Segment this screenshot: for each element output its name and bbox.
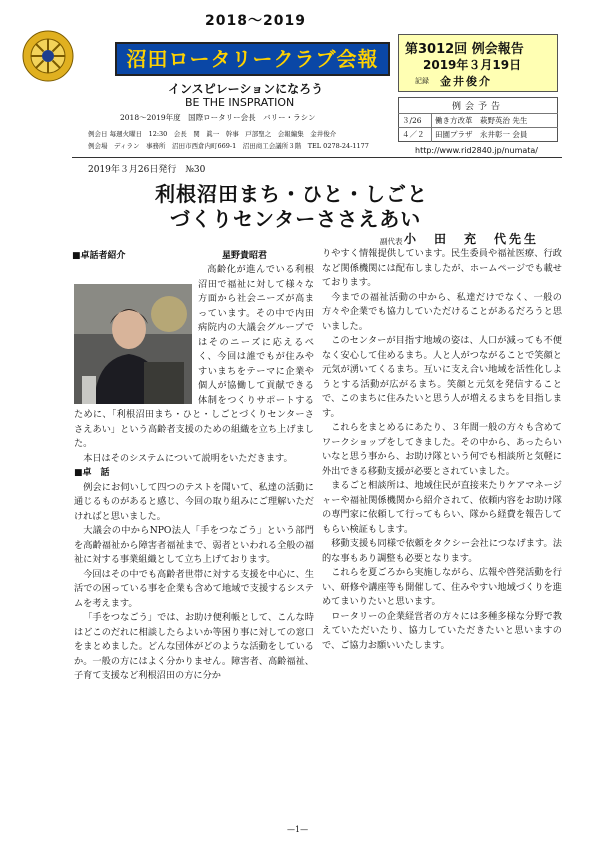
- talk-paragraph: まるごと相談所は、地域住民が直接来たりケアマネージャーや福祉関係機関から紹介されて、依頼内容をお助け隊の専門家に依頼して行ってもらい、隊から経費を報告してもらい検証もします。: [322, 480, 562, 535]
- club-name-banner: 沼田ロータリークラブ会報: [115, 42, 390, 76]
- schedule-heading: 例会予告: [451, 102, 504, 112]
- intro-paragraph: 本日はそのシステムについて説明をいただきます。: [83, 452, 293, 464]
- intro-heading: ■卓話者紹介: [72, 251, 126, 261]
- talk-heading: ■卓 話: [74, 468, 110, 478]
- talk-paragraph: これらを夏ごろから実施しながら、広報や啓発活動を行い、研修や講座等も開催して、住みやすい地域づくりを進めてまいりたいと思います。: [322, 567, 562, 607]
- website-link[interactable]: http://www.rid2840.jp/numata/: [415, 146, 539, 155]
- headline-line-2: づくりセンターささえあい: [170, 207, 422, 231]
- theme-japanese: インスピレーションになろう: [168, 82, 324, 96]
- talk-paragraph: これらをまとめるにあたり、３年間一般の方々も含めてワークショップをしてきました。その中から、あったらいいなと思う事から、お助け隊という何でも相談所と気軽に外出できる移動支援が必要とされていました。: [322, 422, 562, 477]
- header-divider: [72, 157, 562, 158]
- meeting-info: 例会日 毎週火曜日 12:30 会長 関 眞一 幹事 戸部聖之 会報編集 金井俊介: [88, 130, 337, 138]
- speaker-role: 副代表: [380, 237, 403, 246]
- report-title: 第3012回 例会報告: [405, 42, 524, 57]
- schedule-row: [399, 128, 558, 142]
- issue-line: 2019年３月26日発行 №30: [88, 165, 206, 175]
- speaker-name: 小 田 充 代先生: [404, 232, 540, 246]
- right-column: [322, 247, 562, 653]
- talk-paragraph: ロータリーの企業経営者の方々には多種多様な分野で教えていただいたり、協力していただきたいと思いますので、ご協力お願いいたします。: [322, 610, 562, 651]
- year-range: 2018～2019: [205, 13, 306, 29]
- meeting-schedule: [398, 97, 558, 142]
- ri-president-line: 2018～2019年度 国際ロータリー会長 バリー・ラシン: [120, 113, 316, 122]
- schedule-event: 働き方改革 萩野英治 先生: [432, 114, 558, 128]
- recorder-name: 金井俊介: [440, 75, 492, 88]
- report-date: 2019年３月19日: [423, 58, 522, 72]
- headline-line-1: 利根沼田まち・ひと・しごと: [155, 182, 428, 206]
- talk-paragraph: 大議会の中からNPO法人「手をつなごう」という部門を高齢福祉から障害者福祉まで、弱者といわれる全般の福祉に対する事業組織として立ち上げております。: [74, 525, 314, 565]
- page-number: —1—: [287, 825, 309, 834]
- intro-paragraph: 高齢化が進んでいる利根沼田で福祉に対して様々な方面から社会ニーズが高まっています。その中で内田病院内の大議会グループではそのニーズに応えるべく、今回は誰でもが住みやすいまちをテーマに企業や個人が協働して貢献できる体制をつくりサポートするために、「利根沼田まち・ひと・しごとづくりセンターささえあい」という高齢者支援のための組織を立ち上げました。: [74, 264, 314, 449]
- talk-paragraph: 今までの福祉活動の中から、私達だけでなく、一般の方々や企業でも協力していただけることがあるだろうと思いました。: [322, 291, 562, 332]
- theme-english: BE THE INSPRATION: [185, 96, 295, 109]
- rotary-logo: [22, 30, 74, 82]
- left-column: [74, 263, 314, 684]
- talk-paragraph: 「手をつなごう」では、お助け便利帳として、こんな時はどこのだれに相談したらよいか等困り事に対しての窓口をまとめました。どんな団体がどのような活動をしているか。一般の方にはよく分かりません。障害者、高齢福祉、子育て支援など利根沼田の方に分か: [74, 612, 314, 681]
- schedule-date: ４／２: [399, 128, 432, 142]
- office-info: 例会場 ディラン 事務所 沼田市西倉内町669-1 沼田商工会議所３階 TEL 0278-24-1177: [88, 142, 369, 150]
- recorder-label: 記録: [415, 77, 429, 85]
- talk-paragraph: りやすく情報提供しています。民生委員や福祉医療、行政など関係機関には配布しましたが、ホームページでも載せております。: [322, 248, 562, 288]
- schedule-event: 田園プラザ 永井彰一 会員: [432, 128, 558, 142]
- introducer-name: 星野貴昭君: [222, 251, 268, 261]
- schedule-row: [399, 114, 558, 128]
- schedule-date: ３/26: [399, 114, 432, 128]
- talk-paragraph: このセンターが目指す地域の姿は、人口が減っても不便なく安心して住めるまち。人と人がつながることで笑顔と元気が湧いてくるまち。互いに支え合い地域を活性化しようとする活動が広がるまち。笑顔と元気を発信することで、このまちに住みたいと思う人が増えるまちを目指します。: [322, 335, 562, 419]
- speaker-photo: [74, 284, 192, 404]
- talk-paragraph: 例会にお伺いして四つのテストを聞いて、私達の活動に通じるものがあると感じ、今回の取り組みにご理解いただければと思いました。: [74, 481, 314, 522]
- talk-paragraph: 移動支援も同様で依頼をタクシー会社につなげます。法的な事もあり調整も必要となります。: [322, 538, 562, 564]
- talk-paragraph: 今回はその中でも高齢者世帯に対する支援を中心に、生活での困っている事を企業も含めて地域で支援するシステムを考えます。: [74, 568, 314, 609]
